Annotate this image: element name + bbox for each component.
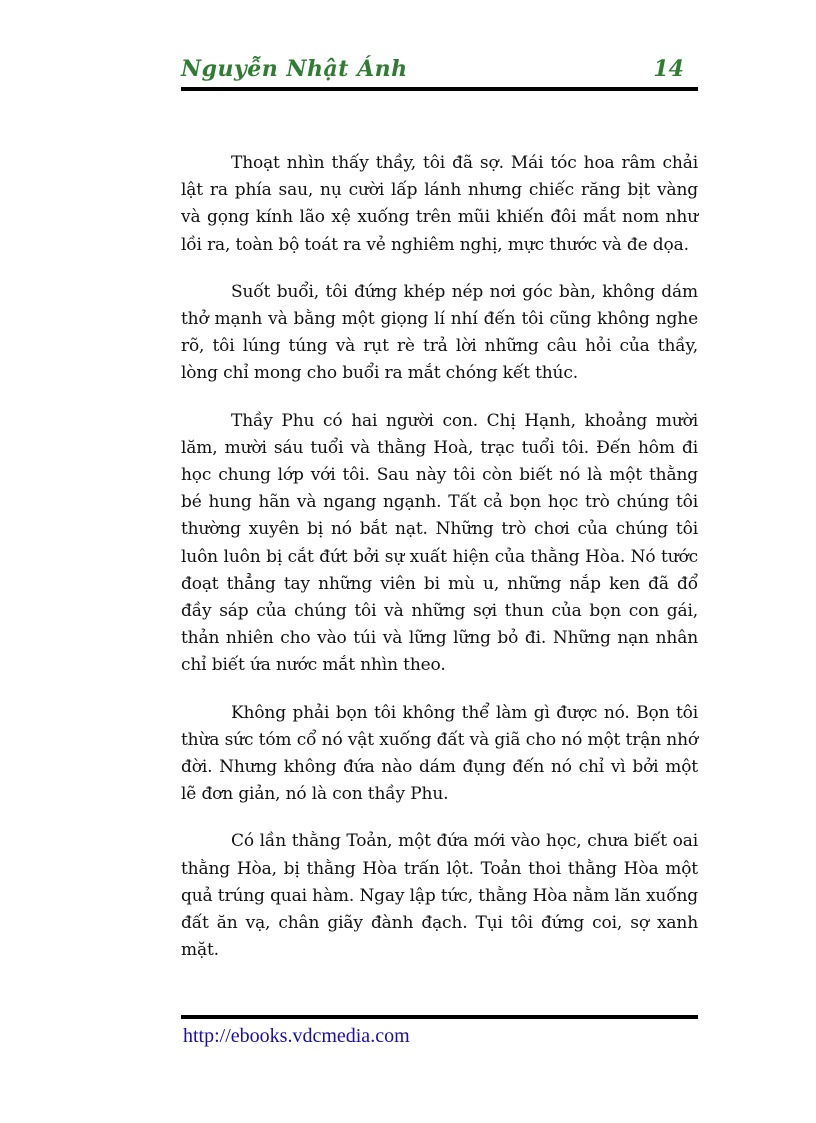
paragraph: Có lần thằng Toản, một đứa mới vào học, chưa biết oai thằng Hòa, bị thằng Hòa trấn lột. Toản thoi thằng Hòa một quả trúng quai hàm. Ngay lập tức, thằng Hòa nằm lăn xuống đất ăn vạ, chân giãy đành đạch. Tụi tôi đứng coi, sợ xanh mặt. bbox=[181, 831, 698, 961]
paragraph: Suốt buổi, tôi đứng khép nép nơi góc bàn, không dám thở mạnh và bằng một giọng lí nhí đến tôi cũng không nghe rõ, tôi lúng túng và rụt rè trả lời những câu hỏi của thầy, lòng chỉ mong cho buổi ra mắt chóng kết thúc. bbox=[181, 281, 698, 384]
footer-link[interactable]: http://ebooks.vdcmedia.com bbox=[183, 1025, 410, 1047]
page-header bbox=[181, 56, 698, 88]
paragraph: Thầy Phu có hai người con. Chị Hạnh, khoảng mười lăm, mười sáu tuổi và thằng Hoà, trạc tuổi tôi. Đến hôm đi học chung lớp với tôi. Sau này tôi còn biết nó là một thằng bé hung hãn và ngang ngạnh. Tất cả bọn học trò chúng tôi thường xuyên bị nó bắt nạt. Những trò chơi của chúng tôi luôn luôn bị cắt đứt bởi sự xuất hiện của thằng Hòa. Nó tước đoạt thẳng tay những viên bi mù u, những nắp ken đã đổ đầy sáp của chúng tôi và những sợi thun của bọn con gái, thản nhiên cho vào túi và lững lững bỏ đi. Những nạn nhân chỉ biết ứa nước mắt nhìn theo. bbox=[181, 410, 698, 676]
author-name: Nguyễn Nhật Ánh bbox=[181, 56, 408, 82]
body-text bbox=[181, 150, 698, 984]
paragraph: Không phải bọn tôi không thể làm gì được nó. Bọn tôi thừa sức tóm cổ nó vật xuống đất và giã cho nó một trận nhớ đời. Nhưng không đứa nào dám đụng đến nó chỉ vì bởi một lẽ đơn giản, nó là con thầy Phu. bbox=[181, 702, 698, 805]
header-divider bbox=[181, 87, 698, 91]
paragraph: Thoạt nhìn thấy thầy, tôi đã sợ. Mái tóc hoa râm chải lật ra phía sau, nụ cười lấp lánh nhưng chiếc răng bịt vàng và gọng kính lão xệ xuống trên mũi khiến đôi mắt nom như lồi ra, toàn bộ toát ra vẻ nghiêm nghị, mực thước và đe dọa. bbox=[181, 153, 698, 255]
page-number: 14 bbox=[653, 56, 684, 82]
footer-divider bbox=[181, 1015, 698, 1019]
